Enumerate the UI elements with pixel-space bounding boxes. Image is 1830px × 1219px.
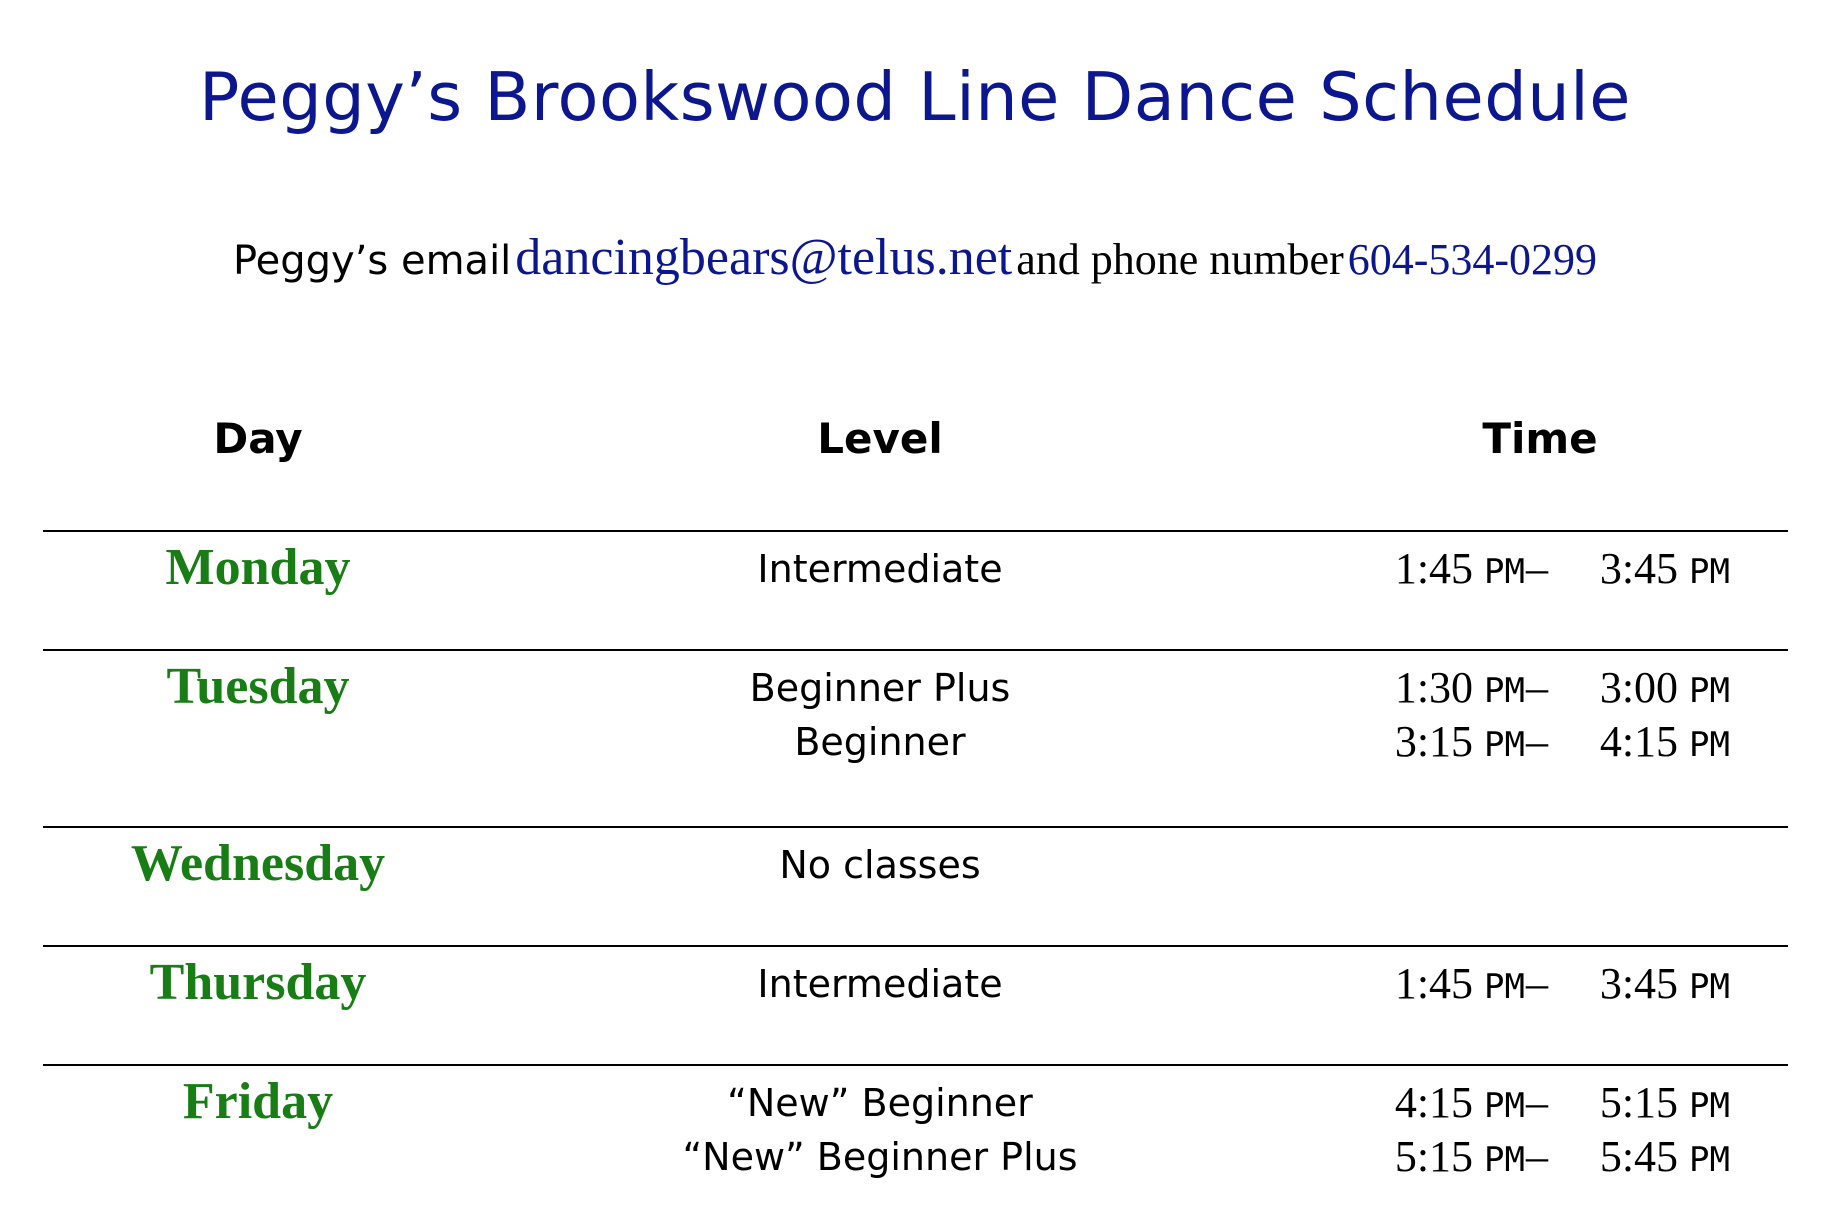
day-cell: Thursday — [149, 954, 367, 1011]
level-cell — [630, 957, 1130, 1011]
level-label: Intermediate — [757, 962, 1003, 1006]
row-divider — [43, 530, 1788, 532]
start-time: 1:30 PM — [1394, 663, 1525, 712]
level-cell — [630, 661, 1130, 769]
level-cell — [630, 838, 1130, 892]
time-range — [1340, 1076, 1740, 1130]
level-cell — [630, 542, 1130, 596]
row-divider — [43, 1064, 1788, 1066]
time-cell — [1340, 957, 1740, 1011]
email-link[interactable]: dancingbears@telus.net — [515, 229, 1013, 286]
row-divider — [43, 826, 1788, 828]
end-time: 3:45 PM — [1599, 544, 1730, 593]
page-title: Peggy’s Brookswood Line Dance Schedule — [198, 58, 1632, 136]
time-range — [1340, 838, 1740, 892]
level-label: Beginner — [794, 720, 966, 764]
end-time: 5:15 PM — [1599, 1078, 1730, 1127]
time-range — [1340, 957, 1740, 1011]
start-time: 1:45 PM — [1394, 544, 1525, 593]
end-time: 4:15 PM — [1599, 717, 1730, 766]
end-time: 3:00 PM — [1599, 663, 1730, 712]
row-divider — [43, 945, 1788, 947]
level-label: Intermediate — [757, 547, 1003, 591]
time-dash: – — [1526, 717, 1548, 766]
time-range — [1340, 1130, 1740, 1184]
level-label: No classes — [779, 843, 981, 887]
time-cell — [1340, 838, 1740, 892]
day-cell: Tuesday — [166, 658, 350, 715]
day-cell: Wednesday — [130, 835, 386, 892]
time-dash: – — [1526, 959, 1548, 1008]
time-range — [1340, 661, 1740, 715]
column-header-time: Time — [1482, 414, 1598, 463]
time-range — [1340, 542, 1740, 596]
time-dash: – — [1526, 663, 1548, 712]
contact-line — [0, 228, 1830, 287]
email-prefix: Peggy’s email — [232, 238, 512, 284]
time-dash: – — [1526, 1132, 1548, 1181]
end-time: 5:45 PM — [1599, 1132, 1730, 1181]
column-header-level: Level — [817, 414, 943, 463]
row-divider — [43, 649, 1788, 651]
level-label: “New” Beginner — [727, 1081, 1033, 1125]
start-time: 4:15 PM — [1394, 1078, 1525, 1127]
time-cell — [1340, 661, 1740, 769]
day-cell: Friday — [182, 1073, 334, 1130]
time-dash: – — [1526, 1078, 1548, 1127]
phone-prefix: and phone number — [1016, 235, 1344, 284]
level-label: “New” Beginner Plus — [682, 1135, 1078, 1179]
time-cell — [1340, 1076, 1740, 1184]
time-range — [1340, 715, 1740, 769]
start-time: 5:15 PM — [1394, 1132, 1525, 1181]
start-time: 1:45 PM — [1394, 959, 1525, 1008]
time-dash: – — [1526, 544, 1548, 593]
column-header-day: Day — [213, 414, 303, 463]
end-time: 3:45 PM — [1599, 959, 1730, 1008]
phone-number[interactable]: 604-534-0299 — [1347, 235, 1598, 284]
level-cell — [630, 1076, 1130, 1184]
time-cell — [1340, 542, 1740, 596]
level-label: Beginner Plus — [749, 666, 1011, 710]
day-cell: Monday — [165, 539, 351, 596]
start-time: 3:15 PM — [1394, 717, 1525, 766]
